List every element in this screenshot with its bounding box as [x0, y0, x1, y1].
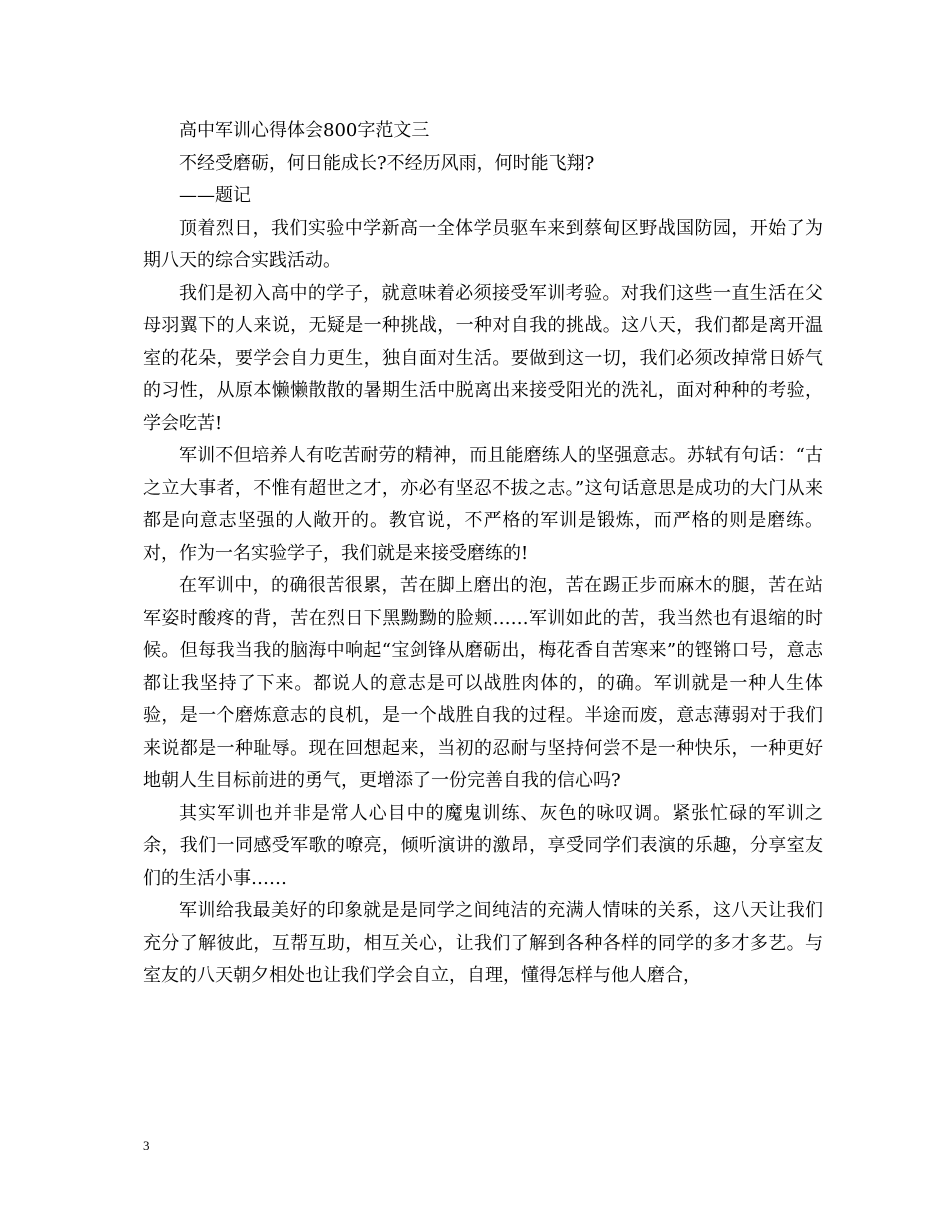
epigraph: 不经受磨砺，何日能成长?不经历风雨，何时能飞翔?: [179, 152, 595, 174]
paragraph: 军训给我最美好的印象就是是同学之间纯洁的充满人情味的关系，这八天让我们充分了解彼此，互帮互助，相互关心，让我们了解到各种各样的同学的多才多艺。与室友的八天朝夕相处也让我们学会自立，自理，懂得怎样与他人磨合，: [143, 900, 823, 986]
document-title: 高中军训心得体会800字范文三: [179, 120, 430, 141]
paragraph: 其实军训也并非是常人心目中的魔鬼训练、灰色的咏叹调。紧张忙碌的军训之余，我们一同感受军歌的嘹亮，倾听演讲的激昂，享受同学们表演的乐趣，分享室友们的生活小事……: [143, 802, 823, 889]
page-number: 3: [143, 1138, 150, 1153]
paragraph: 顶着烈日，我们实验中学新高一全体学员驱车来到蔡甸区野战国防园，开始了为期八天的综合实践活动。: [143, 217, 823, 271]
epigraph-attribution: ——题记: [179, 185, 251, 206]
paragraph: 在军训中，的确很苦很累，苦在脚上磨出的泡，苦在踢正步而麻木的腿，苦在站军姿时酸疼的背，苦在烈日下黑黝黝的脸颊……军训如此的苦，我当然也有退缩的时候。但每我当我的脑海中响起“宝剑锋从磨砺出，梅花香自苦寒来”的铿锵口号，意志都让我坚持了下来。都说人的意志是可以战胜肉体的，的确。军训就是一种人生体验，是一个磨炼意志的良机，是一个战胜自我的过程。半途而废，意志薄弱对于我们来说都是一种耻辱。现在回想起来，当初的忍耐与坚持何尝不是一种快乐，一种更好地朝人生目标前进的勇气，更增添了一份完善自我的信心吗?: [143, 575, 823, 791]
paragraph: 我们是初入高中的学子，就意味着必须接受军训考验。对我们这些一直生活在父母羽翼下的人来说，无疑是一种挑战，一种对自我的挑战。这八天，我们都是离开温室的花朵，要学会自力更生，独自面对生活。要做到这一切，我们必须改掉常日娇气的习性，从原本懒懒散散的暑期生活中脱离出来接受阳光的洗礼，面对种种的考验，学会吃苦!: [143, 282, 823, 434]
document-body: [143, 115, 823, 993]
paragraph: 军训不但培养人有吃苦耐劳的精神，而且能磨练人的坚强意志。苏轼有句话：“古之立大事者，不惟有超世之才，亦必有坚忍不拔之志。”这句话意思是成功的大门从来都是向意志坚强的人敞开的。教官说，不严格的军训是锻炼，而严格的则是磨练。对，作为一名实验学子，我们就是来接受磨练的!: [143, 445, 823, 564]
